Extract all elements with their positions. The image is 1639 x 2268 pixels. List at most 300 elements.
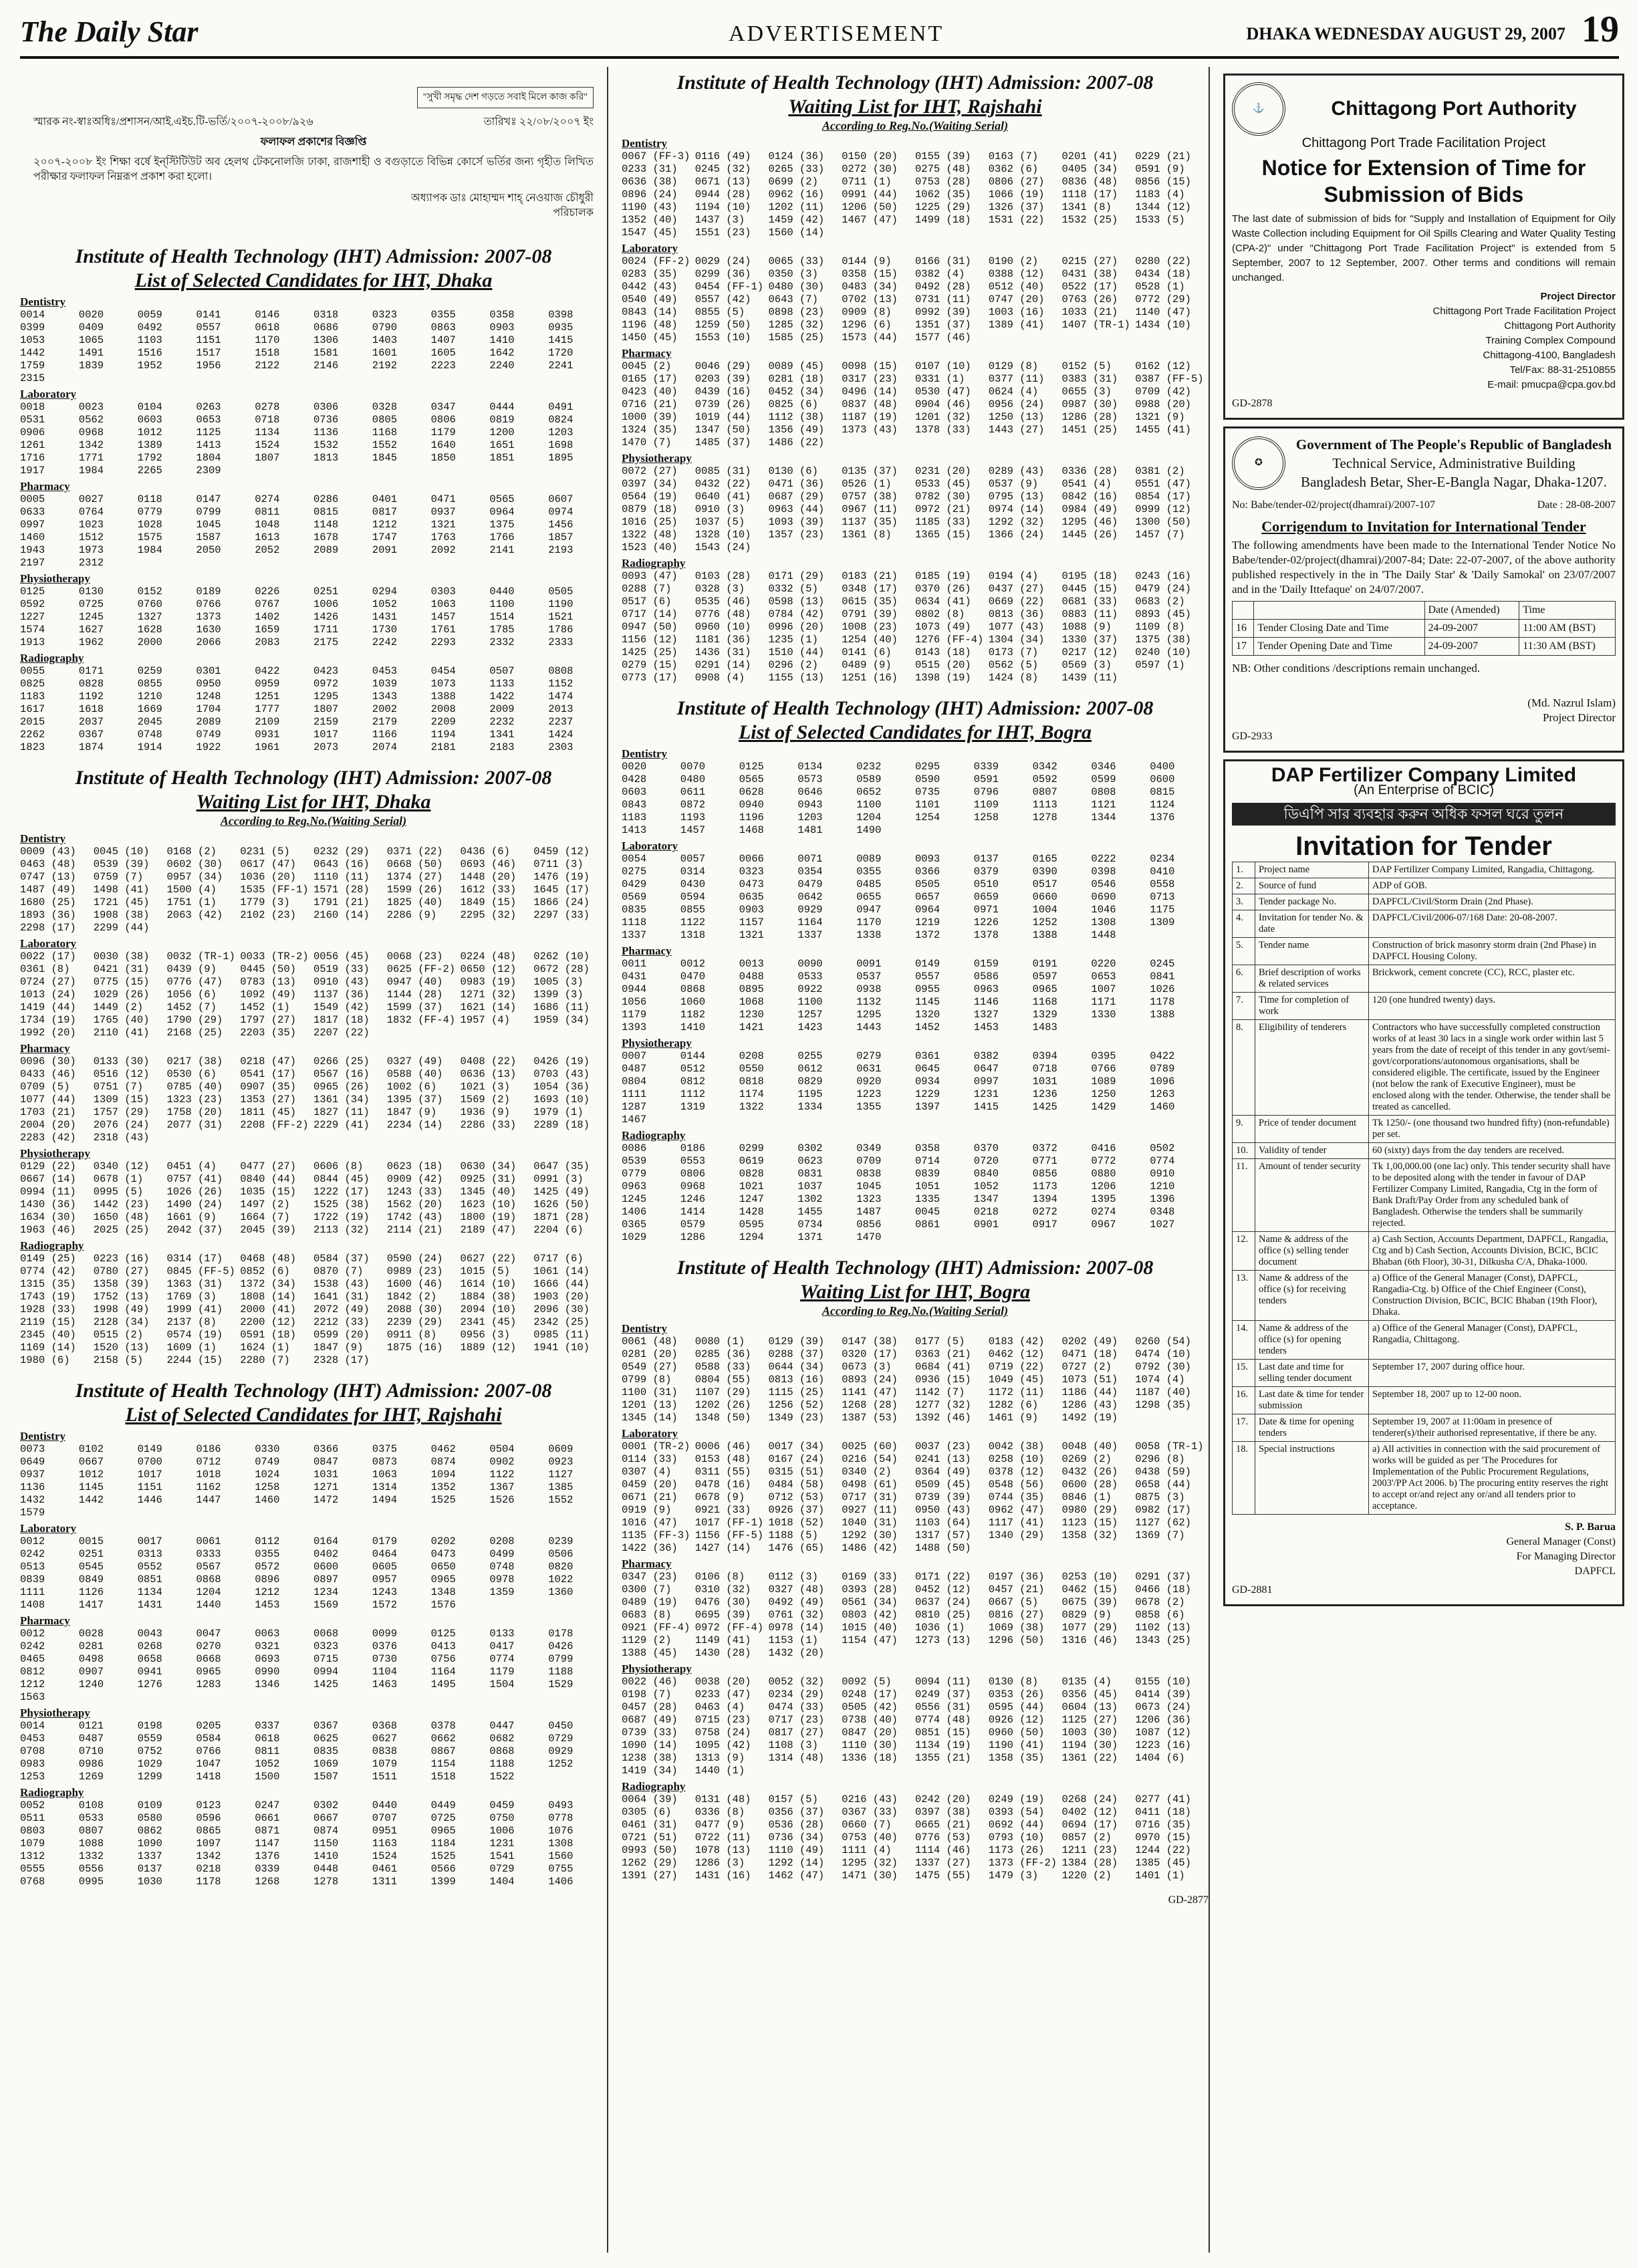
table-cell: Contractors who have successfully completed construction works of at least 30 lacs in a single work order within last 5 years from the date of receipt of this tender in any govt/semi-govt/corporations/autonomous organisations, shall be considered eligible. The certificate, issued by the Engineer (not below the rank of Executive Engineer), must be enclosed along with the tender. Otherwise, the tender shall be treated as cancelled. [1369, 1020, 1616, 1116]
dap-title: Invitation for Tender [1295, 832, 1552, 861]
reg-number: 0835 [622, 904, 647, 916]
reg-number: 1445 (26) [1061, 529, 1118, 541]
reg-number: 1452 [915, 1021, 940, 1033]
reg-number: 0557 (42) [695, 293, 751, 305]
reg-number: 0445 (50) [240, 963, 296, 975]
reg-number: 1401 (1) [1135, 1870, 1185, 1882]
reg-number: 2137 (8) [166, 1316, 217, 1328]
reg-number: 0546 [1091, 878, 1116, 890]
reg-number: 0711 (1) [842, 176, 892, 188]
reg-number: 1002 (6) [386, 1081, 437, 1093]
table-cell: Project name [1255, 862, 1369, 878]
reg-number: 1136 [313, 426, 339, 438]
reg-number: 1153 (1) [768, 1634, 818, 1646]
reg-number: 0274 [1091, 1206, 1116, 1218]
reg-number: 2192 [372, 360, 398, 372]
reg-number: 0965 (26) [313, 1081, 370, 1093]
reg-number-grid [622, 958, 1209, 1034]
table-cell: 15. [1233, 1360, 1255, 1387]
dap-name: DAP Fertilizer Company Limited [1271, 764, 1577, 786]
reg-number: 1172 (11) [988, 1386, 1045, 1398]
reg-number: 0408 (22) [460, 1055, 517, 1067]
table-cell: 4. [1233, 910, 1255, 938]
reg-number: 0299 [739, 1142, 764, 1154]
reg-number: 1575 [137, 531, 162, 543]
reg-number: 0550 [739, 1063, 764, 1075]
reg-number: 2280 (7) [240, 1354, 290, 1366]
reg-number: 0222 [1091, 853, 1116, 865]
table-header: Date (Amended) [1424, 602, 1519, 620]
reg-number: 0216 (43) [842, 1793, 898, 1805]
reg-number: 0592 [20, 598, 45, 610]
reg-number: 1371 [797, 1231, 823, 1243]
reg-number: 1144 (28) [386, 989, 443, 1001]
reg-number-grid [622, 1336, 1209, 1424]
reg-number: 0716 (21) [622, 398, 678, 410]
reg-number: 1200 [489, 426, 515, 438]
rajshahi-selected-list [20, 1379, 607, 1888]
reg-number: 0277 (41) [1135, 1793, 1191, 1805]
reg-number: 0699 (2) [768, 176, 818, 188]
reg-number: 1152 [548, 678, 574, 690]
reg-number: 2096 (30) [533, 1303, 590, 1315]
reg-number: 0092 (5) [842, 1676, 892, 1688]
table-cell: Amount of tender security [1255, 1159, 1369, 1232]
reg-number: 1447 [196, 1494, 221, 1506]
reg-number: 0123 [196, 1799, 221, 1811]
table-cell: Tender name [1255, 938, 1369, 965]
reg-number: 0168 (2) [166, 846, 217, 858]
reg-number: 0186 [680, 1142, 706, 1154]
gob-title: Corrigendum to Invitation for International Tender [1261, 518, 1586, 535]
dhaka-selected-list [20, 245, 607, 754]
reg-number: 1157 [739, 916, 764, 928]
reg-number: 0183 (21) [842, 570, 898, 582]
reg-number: 2159 [313, 716, 339, 728]
reg-number: 0615 (35) [842, 596, 898, 608]
reg-number: 0137 [973, 853, 999, 865]
reg-number: 1376 [1150, 811, 1175, 824]
reg-number: 0978 (14) [768, 1622, 825, 1634]
reg-number: 0451 (4) [166, 1160, 217, 1172]
department-heading: Physiotherapy [20, 1147, 90, 1160]
reg-number: 2052 [255, 544, 280, 556]
reg-number: 0493 [548, 1799, 574, 1811]
dap-sub: (An Enterprise of BCIC) [1353, 783, 1495, 797]
reg-number: 0868 [489, 1745, 515, 1757]
reg-number: 1088 (9) [1061, 621, 1112, 633]
reg-number: 0448 [313, 1863, 339, 1875]
reg-number: 1094 [430, 1469, 456, 1481]
reg-number-grid [20, 665, 607, 754]
reg-number: 0218 (47) [240, 1055, 296, 1067]
reg-number: 1808 (14) [240, 1291, 296, 1303]
reg-number: 1078 (13) [695, 1844, 751, 1856]
reg-number: 0165 [1032, 853, 1057, 865]
reg-number: 0806 [430, 414, 456, 426]
reg-number: 0512 [680, 1063, 706, 1075]
reg-number: 0684 (41) [915, 1361, 971, 1373]
reg-number: 0808 [1091, 786, 1116, 798]
reg-number: 1403 [372, 334, 398, 346]
cpa-body: The last date of submission of bids for "Supply and Installation of Equipment for Oily Waste Collection including Equipment for Oil Spills Clearing and Water Quality Testing (CPA-2)" under "Chittagong Port Trade Facilitation Project" is extended from 5 September, 2007 to 12 September, 2007. Other terms and conditions will remain unchanged. [1232, 213, 1616, 283]
reg-number: 0291 (37) [1135, 1571, 1191, 1583]
reg-number: 1621 (14) [460, 1001, 517, 1013]
reg-number: 1003 (16) [988, 306, 1045, 318]
reg-number: 0660 [1032, 891, 1057, 903]
reg-number: 1973 [78, 544, 104, 556]
reg-number: 0960 (10) [695, 621, 751, 633]
reg-number: 0559 [137, 1733, 162, 1745]
reg-number: 2002 [372, 703, 398, 715]
reg-number: 1703 (21) [20, 1106, 76, 1118]
reg-number: 0991 (3) [533, 1173, 584, 1185]
reg-number: 2265 [137, 465, 162, 477]
reg-number: 0022 (17) [20, 951, 76, 963]
reg-number: 0760 [137, 598, 162, 610]
reg-number: 0944 [622, 983, 647, 995]
reg-number: 0167 (24) [768, 1453, 825, 1465]
reg-number: 0995 [78, 1876, 104, 1888]
reg-number: 2092 [430, 544, 456, 556]
reg-number: 1650 (48) [93, 1211, 150, 1223]
list-subtitle: Waiting List for IHT, Dhaka [196, 791, 431, 813]
reg-number: 2076 (24) [93, 1119, 150, 1131]
reg-number: 1129 (2) [622, 1634, 672, 1646]
reg-number: 1103 (64) [915, 1517, 971, 1529]
reg-number: 0492 [137, 322, 162, 334]
reg-number: 0858 (6) [1135, 1609, 1185, 1621]
reg-number: 0874 [313, 1825, 339, 1837]
reg-number: 1771 [78, 452, 104, 464]
reg-number: 1361 (34) [313, 1094, 370, 1106]
reg-number: 0606 (8) [313, 1160, 364, 1172]
reg-number: 0073 [20, 1443, 45, 1455]
reg-number: 0243 (16) [1135, 570, 1191, 582]
reg-number: 1410 [313, 1850, 339, 1862]
reg-number: 0533 [78, 1812, 104, 1824]
reg-number: 0052 [20, 1799, 45, 1811]
reg-number: 1413 [622, 824, 647, 836]
reg-number: 0317 (23) [842, 373, 898, 385]
reg-number: 0378 [430, 1720, 456, 1732]
reg-number: 0511 [20, 1812, 45, 1824]
reg-number: 0286 [313, 493, 339, 505]
reg-number: 0223 (16) [93, 1253, 150, 1265]
reg-number: 1276 [137, 1678, 162, 1690]
reg-number: 0753 (28) [915, 176, 971, 188]
reg-number: 1410 [489, 334, 515, 346]
reg-number: 0750 [489, 1812, 515, 1824]
reg-number: 1369 (7) [1135, 1529, 1185, 1541]
reg-number: 1077 (29) [1061, 1622, 1118, 1634]
reg-number: 0644 (34) [768, 1361, 825, 1373]
reg-number: 1956 [196, 360, 221, 372]
reg-number: 1641 (31) [313, 1291, 370, 1303]
reg-number: 0596 [196, 1812, 221, 1824]
reg-number: 1183 [622, 811, 647, 824]
reg-number: 2318 (43) [93, 1132, 150, 1144]
reg-number-grid [20, 1160, 607, 1237]
reg-number: 0208 [489, 1535, 515, 1547]
reg-number: 0463 (4) [695, 1701, 745, 1713]
reg-number: 0007 [622, 1050, 647, 1062]
reg-number: 1273 (13) [915, 1634, 971, 1646]
reg-number: 0195 (18) [1061, 570, 1118, 582]
reg-number: 0672 (28) [533, 963, 590, 975]
reg-number: 0840 [973, 1168, 999, 1180]
reg-number: 2160 (14) [313, 909, 370, 921]
reg-number: 0444 [489, 401, 515, 413]
reg-number: 0302 [797, 1142, 823, 1154]
reg-number: 0362 (6) [988, 163, 1039, 175]
reg-number: 1839 [78, 360, 104, 372]
reg-number: 0791 (39) [842, 608, 898, 620]
reg-number: 1234 [313, 1586, 339, 1598]
reg-number: 0820 [548, 1561, 574, 1573]
reg-number: 0336 (8) [695, 1806, 745, 1818]
reg-number: 0847 (20) [842, 1727, 898, 1739]
reg-number: 2091 [372, 544, 398, 556]
reg-number: 0011 [622, 958, 647, 970]
reg-number: 0055 [20, 665, 45, 677]
reg-number: 0229 (21) [1135, 150, 1191, 162]
reg-number: 1623 (10) [460, 1199, 517, 1211]
reg-number: 0590 (24) [386, 1253, 443, 1265]
reg-number: 1300 (50) [1135, 516, 1191, 528]
reg-number: 0480 [680, 773, 706, 785]
reg-number: 0171 (22) [915, 1571, 971, 1583]
reg-number: 0125 [739, 761, 764, 773]
reg-number: 0643 (16) [313, 858, 370, 870]
reg-number: 0189 [196, 586, 221, 598]
reg-number: 0655 [856, 891, 882, 903]
reg-number: 0103 (28) [695, 570, 751, 582]
reg-number: 1039 [372, 678, 398, 690]
reg-number: 1254 [915, 811, 940, 824]
reg-number: 0712 (53) [768, 1491, 825, 1503]
reg-number: 1895 [548, 452, 574, 464]
reg-number: 0868 [196, 1573, 221, 1586]
reg-number: 1680 (25) [20, 896, 76, 908]
reg-number: 0623 [797, 1155, 823, 1167]
reg-number: 1283 [196, 1678, 221, 1690]
reg-number: 0753 (40) [842, 1832, 898, 1844]
table-row [1233, 993, 1616, 1020]
table-cell: 11. [1233, 1159, 1255, 1232]
reg-number: 0505 [548, 586, 574, 598]
reg-number: 1311 [372, 1876, 398, 1888]
reg-number: 2189 (47) [460, 1224, 517, 1236]
reg-number: 0599 [1091, 773, 1116, 785]
reg-number-grid [20, 1535, 607, 1612]
reg-number: 0739 (33) [622, 1727, 678, 1739]
reg-number: 1811 (45) [240, 1106, 296, 1118]
reg-number: 0466 (18) [1135, 1584, 1191, 1596]
reg-number: 1298 (35) [1135, 1399, 1191, 1411]
reg-number-grid [20, 1628, 607, 1704]
reg-number: 0438 (59) [1135, 1466, 1191, 1478]
reg-number: 1137 (35) [842, 516, 898, 528]
reg-number: 1875 (16) [386, 1342, 443, 1354]
reg-number: 1485 (37) [695, 436, 751, 449]
reg-number: 0099 [372, 1628, 398, 1640]
reg-number: 0165 (17) [622, 373, 678, 385]
reg-number: 1823 [20, 741, 45, 753]
reg-number: 1169 (14) [20, 1342, 76, 1354]
reg-number: 0465 [20, 1653, 45, 1665]
reg-number: 0208 [739, 1050, 764, 1062]
reg-number: 1463 [372, 1678, 398, 1690]
reg-number: 1337 [137, 1850, 162, 1862]
reg-number: 0734 [797, 1219, 823, 1231]
reg-number: 1734 (19) [20, 1014, 76, 1026]
reg-number: 1446 [137, 1494, 162, 1506]
reg-number: 1190 (43) [622, 201, 678, 213]
reg-number: 1245 [622, 1193, 647, 1205]
reg-number: 0539 (39) [93, 858, 150, 870]
reg-number: 0216 (54) [842, 1453, 898, 1465]
reg-number: 2328 (17) [313, 1354, 370, 1366]
reg-number: 0281 [78, 1640, 104, 1652]
reg-number: 0736 (34) [768, 1832, 825, 1844]
reg-number-grid [20, 1443, 607, 1519]
notice-ref: স্মারক নং-স্বাঃঅধিঃ/প্রশাসন/আই.এইচ.টি-ভর্তি/২০০৭-২০০৮/৯২৬ [33, 116, 313, 128]
reg-number: 1012 [78, 1469, 104, 1481]
reg-number: 0564 (19) [622, 491, 678, 503]
reg-number: 0065 (33) [768, 255, 825, 267]
reg-number: 0618 [255, 322, 280, 334]
reg-number: 1184 [430, 1838, 456, 1850]
reg-number: 2089 [313, 544, 339, 556]
reg-number: 0785 (40) [166, 1081, 223, 1093]
reg-number: 0131 (48) [695, 1793, 751, 1805]
reg-number: 1698 [548, 439, 574, 451]
reg-number: 1857 [548, 531, 574, 543]
reg-number: 1095 (42) [695, 1739, 751, 1751]
table-row [1233, 1360, 1616, 1387]
reg-number: 0457 (28) [622, 1701, 678, 1713]
reg-number: 1626 (50) [533, 1199, 590, 1211]
reg-number: 0507 [489, 665, 515, 677]
reg-number: 1393 [622, 1021, 647, 1033]
reg-number: 1330 (37) [1061, 634, 1118, 646]
reg-number: 1015 (5) [460, 1265, 510, 1277]
reg-number: 0299 (36) [695, 268, 751, 280]
reg-number: 0496 (14) [842, 386, 898, 398]
reg-number: 0314 [680, 866, 706, 878]
reg-number: 0817 (27) [768, 1727, 825, 1739]
reg-number: 1338 [856, 929, 882, 941]
reg-number: 1347 (50) [695, 424, 751, 436]
reg-number: 0017 [137, 1535, 162, 1547]
reg-number: 0056 (45) [313, 951, 370, 963]
reg-number: 0393 (28) [842, 1584, 898, 1596]
reg-number: 2237 [548, 716, 574, 728]
list-title: Institute of Health Technology (IHT) Admission: 2007-08 [676, 72, 1154, 94]
reg-number: 0135 (4) [1061, 1676, 1112, 1688]
reg-number: 0839 [915, 1168, 940, 1180]
reg-number: 1017 (FF-1) [695, 1517, 764, 1529]
reg-number: 0530 (6) [166, 1068, 217, 1080]
reg-number: 0658 [137, 1653, 162, 1665]
reg-number: 1187 (40) [1135, 1386, 1191, 1398]
table-row [1233, 862, 1616, 878]
gob-signatory-role: Project Director [1542, 711, 1616, 724]
reg-number: 0474 (10) [1135, 1348, 1191, 1360]
reg-number: 1599 (26) [386, 884, 443, 896]
table-cell: 17. [1233, 1414, 1255, 1442]
reg-number: 1959 (34) [533, 1014, 590, 1026]
reg-number: 0911 (8) [386, 1329, 437, 1341]
reg-number: 0893 (45) [1135, 608, 1191, 620]
reg-number: 1156 (FF-5) [695, 1529, 764, 1541]
reg-number: 1036 (20) [240, 871, 296, 883]
reg-number: 1324 (35) [622, 424, 678, 436]
reg-number: 0295 [915, 761, 940, 773]
reg-number: 0422 [1150, 1050, 1175, 1062]
reg-number: 0320 (17) [842, 1348, 898, 1360]
reg-number: 1517 [196, 347, 221, 359]
reg-number: 1587 [196, 531, 221, 543]
reg-number: 0387 (FF-5) [1135, 373, 1204, 385]
reg-number: 0429 [622, 878, 647, 890]
reg-number: 0806 [680, 1168, 706, 1180]
reg-number: 1757 (29) [93, 1106, 150, 1118]
reg-number: 1074 (4) [1135, 1374, 1185, 1386]
reg-number: 0072 (27) [622, 465, 678, 477]
reg-number: 0735 [915, 786, 940, 798]
reg-number: 1617 [20, 703, 45, 715]
reg-number: 0248 (17) [842, 1688, 898, 1700]
dhaka-waiting-list [20, 766, 607, 1367]
reg-number: 0355 [430, 309, 456, 321]
reg-number: 0561 (34) [842, 1596, 898, 1608]
reg-number: 1348 (50) [695, 1412, 751, 1424]
reg-number: 1453 [255, 1599, 280, 1611]
reg-number: 0721 (51) [622, 1832, 678, 1844]
reg-number: 1457 [430, 611, 456, 623]
dap-signatory: S. P. Barua [1565, 1521, 1616, 1533]
reg-number: 0778 [548, 1812, 574, 1824]
reg-number: 0519 (33) [313, 963, 370, 975]
reg-number: 0739 (39) [915, 1491, 971, 1503]
reg-number: 1574 [20, 624, 45, 636]
reg-number: 0258 (10) [988, 1453, 1045, 1465]
reg-number: 1049 (45) [988, 1374, 1045, 1386]
reg-number: 1355 [856, 1101, 882, 1113]
table-cell: 6. [1233, 965, 1255, 993]
reg-number: 0972 (FF-4) [695, 1622, 764, 1634]
reg-number-grid [622, 465, 1209, 554]
reg-number: 1344 (12) [1135, 201, 1191, 213]
reg-number: 1190 [548, 598, 574, 610]
reg-number: 1111 (4) [842, 1844, 892, 1856]
reg-number: 0368 [372, 1720, 398, 1732]
reg-number: 2223 [430, 360, 456, 372]
reg-number: 1021 (3) [460, 1081, 510, 1093]
reg-number: 1048 [255, 519, 280, 531]
reg-number: 0901 [973, 1219, 999, 1231]
reg-number: 1203 [797, 811, 823, 824]
reg-number: 0434 (18) [1135, 268, 1191, 280]
reg-number-grid [622, 570, 1209, 684]
reg-number: 0437 (27) [988, 583, 1045, 595]
reg-number: 0872 [680, 799, 706, 811]
reg-number: 1295 (32) [842, 1857, 898, 1869]
newspaper-logo: The Daily Star [20, 15, 199, 48]
reg-number: 1522 [489, 1771, 515, 1783]
